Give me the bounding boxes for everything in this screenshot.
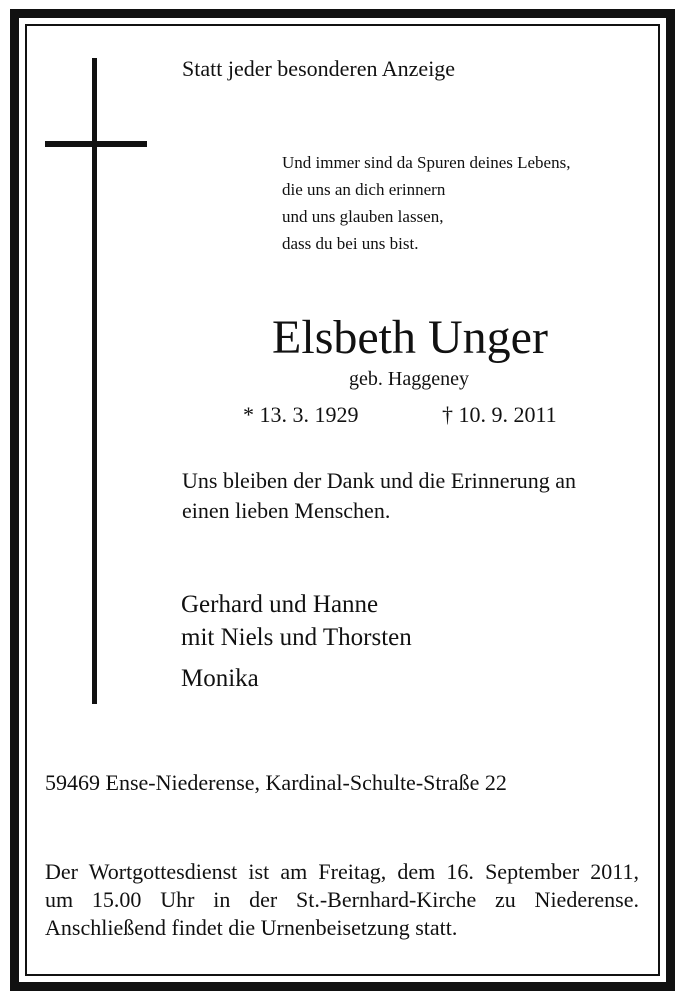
maiden-name: geb. Haggeney xyxy=(349,368,469,390)
family-line: mit Niels und Thorsten xyxy=(181,624,412,651)
poem-line: die uns an dich erinnern xyxy=(282,180,446,199)
family-line: Monika xyxy=(181,665,259,692)
service-info xyxy=(45,858,639,942)
header-text: Statt jeder besonderen Anzeige xyxy=(182,56,456,81)
thanks-line: Uns bleiben der Dank und die Erinnerung an xyxy=(182,468,577,493)
thanks-text xyxy=(182,466,576,526)
thanks-line: einen lieben Menschen. xyxy=(182,498,391,523)
poem-line: und uns glauben lassen, xyxy=(282,207,444,226)
service-line: Anschließend findet die Urnenbeisetzung statt. xyxy=(45,915,458,940)
family-signature xyxy=(181,588,412,695)
poem-line: dass du bei uns bist. xyxy=(282,234,419,253)
poem-line: Und immer sind da Spuren deines Lebens, xyxy=(282,153,571,172)
birth-date: * 13. 3. 1929 xyxy=(243,402,359,427)
deceased-name: Elsbeth Unger xyxy=(272,311,548,364)
address: 59469 Ense-Niederense, Kardinal-Schulte-Straße 22 xyxy=(45,770,507,795)
cross-icon-crossbar xyxy=(45,141,147,147)
family-line: Gerhard und Hanne xyxy=(181,591,379,618)
service-line: Der Wortgottesdienst ist am Freitag, dem 16. September 2011, xyxy=(45,859,639,884)
service-line: um 15.00 Uhr in der St.-Bernhard-Kirche zu Niederense. xyxy=(45,887,639,912)
death-date: † 10. 9. 2011 xyxy=(442,402,557,427)
poem xyxy=(282,149,570,257)
